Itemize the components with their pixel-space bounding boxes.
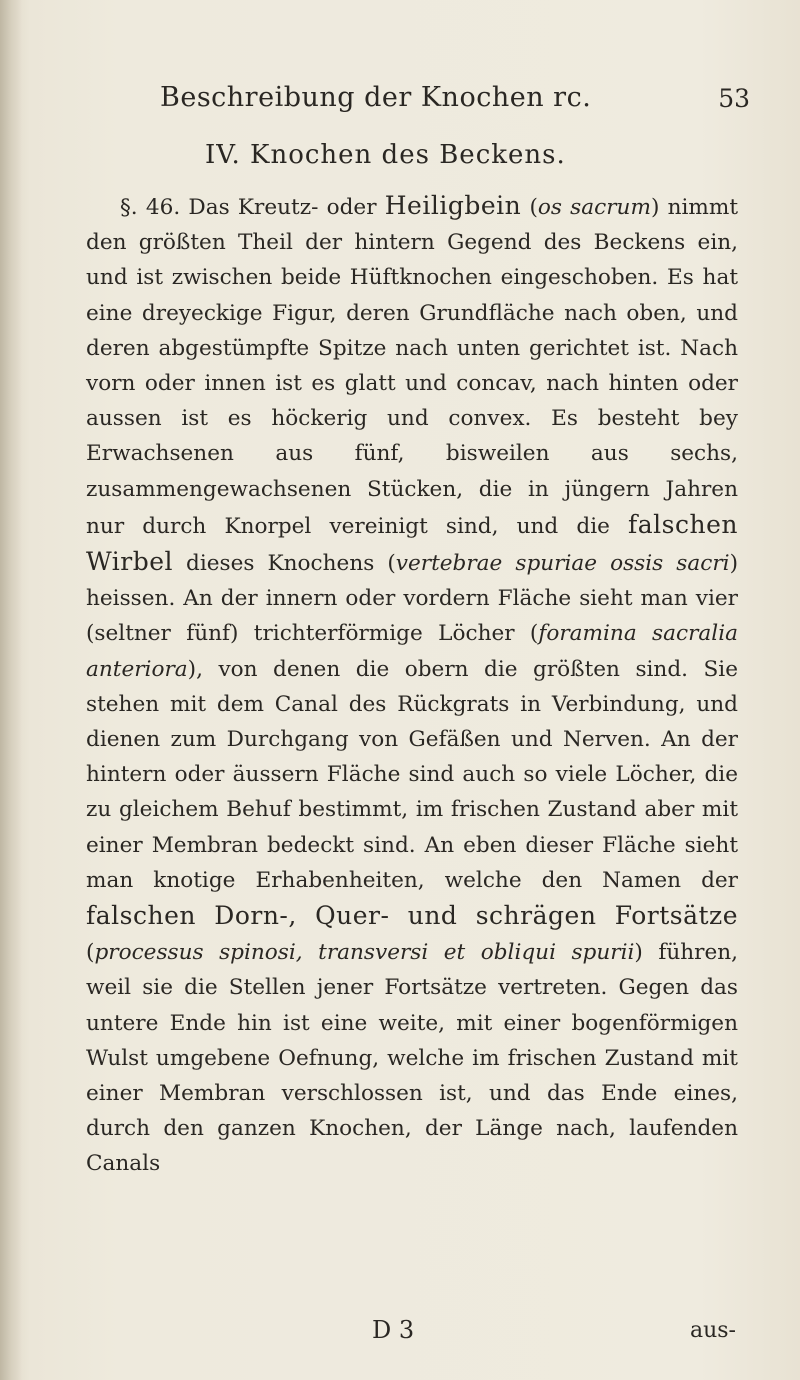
running-head [130, 82, 750, 122]
emphasized-term: falschen Dorn-, Quer- und schrägen Fortsätze [86, 901, 738, 931]
text-run: ) nimmt den größten Theil der hintern Gegend des Beckens ein, und ist zwischen beide Hüftknochen eingeschoben. Es hat eine dreyeckige Figur, deren Grundfläche nach oben, und deren abgestümpfte Spitze nach unten gerichtet ist. Nach vorn oder innen ist es glatt und concav, nach hinten oder aussen ist es höckerig und convex. Es besteht bey Erwachsenen aus fünf, bisweilen aus sechs, zusammengewachsenen Stücken, die in jüngern Jahren nur durch Knorpel vereinigt sind, und die [86, 195, 739, 539]
paragraph [86, 188, 738, 1182]
emphasized-term: falschen Wirbel [86, 509, 738, 577]
text-run: dieses Knochens ( [173, 551, 396, 577]
catchword: aus- [689, 1318, 736, 1343]
text-run: ), von denen die obern die größten sind. Sie stehen mit dem Canal des Rückgrats in Verbindung, und dienen zum Durchgang von Gefäßen und Nerven. An der hintern oder äussern Fläche sind auch so viele Löcher, die zu gleichem Behuf bestimmt, im frischen Zustand aber mit einer Membran bedeckt sind. An eben dieser Fläche sieht man knotige Erhabenheiten, welche den Namen der [86, 656, 738, 893]
latin-term: foramina sacralia anteriora [86, 621, 738, 682]
text-run: ) heissen. An der innern oder vordern Fläche sieht man vier (seltner fünf) trichterförmige Löcher ( [86, 551, 738, 647]
signature-mark: D 3 [372, 1316, 415, 1344]
running-head-title: Beschreibung der Knochen rc. [160, 82, 592, 113]
text-run: §. 46. Das Kreutz- oder [120, 195, 385, 220]
section-heading: IV. Knochen des Beckens. [205, 140, 566, 170]
latin-term: os sacrum [537, 195, 651, 220]
latin-term: processus spinosi, transversi et obliqui spurii [94, 940, 635, 966]
text-run: ( [86, 940, 95, 966]
text-run: ) führen, weil sie die Stellen jener Fortsätze vertreten. Gegen das untere Ende hin ist eine weite, mit einer bogenförmigen Wulst umgebene Oefnung, welche im frischen Zustand mit einer Membran verschlossen ist, und das Ende eines, durch den ganzen Knochen, der Länge nach, laufenden Canals [86, 940, 739, 1177]
page-binding-shadow [0, 0, 22, 1380]
latin-term: vertebrae spuriae ossis sacri [395, 551, 730, 577]
page-number: 53 [718, 84, 750, 113]
emphasized-term: Heiligbein [384, 191, 522, 220]
text-run: ( [521, 195, 538, 220]
body-text [86, 188, 738, 1182]
